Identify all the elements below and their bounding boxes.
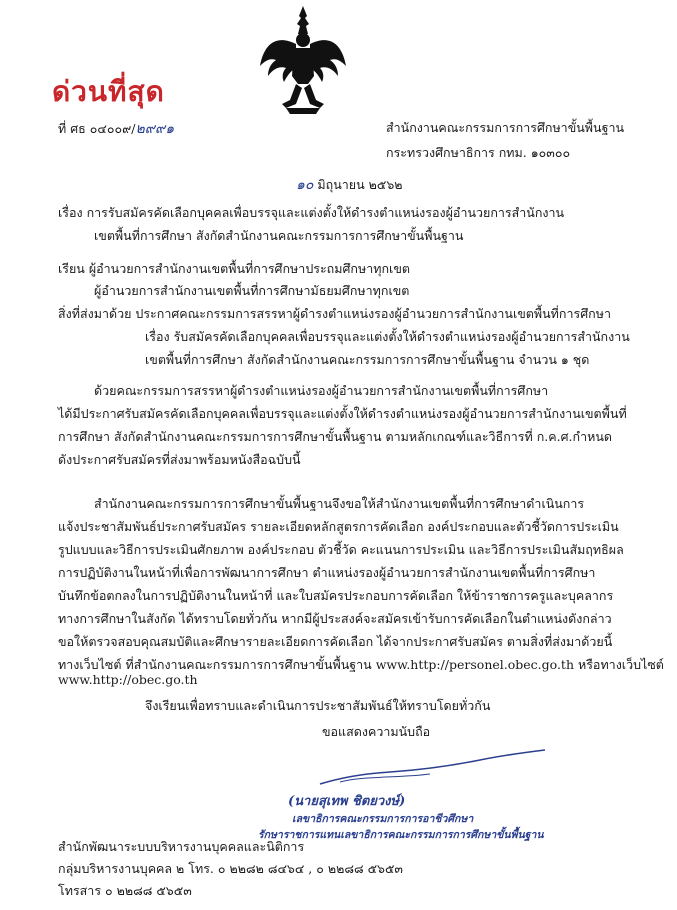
- document-number-handwritten: ๒๙๙๑: [135, 121, 175, 137]
- document-date: [296, 174, 403, 196]
- date-day-handwritten: ๑๐: [296, 177, 314, 193]
- enclosure-line-2: เรื่อง รับสมัครคัดเลือกบุคคลเพื่อบรรจุและแต่งตั้งให้ดำรงตำแหน่งรองผู้อำนวยการสำนักงาน: [145, 329, 630, 344]
- agency-name: สำนักงานคณะกรรมการการศึกษาขั้นพื้นฐาน: [386, 120, 625, 135]
- subject-line-1: เรื่อง การรับสมัครคัดเลือกบุคคลเพื่อบรรจุและแต่งตั้งให้ดำรงตำแหน่งรองผู้อำนวยการสำนักงาน: [58, 205, 565, 220]
- date-month-year: มิถุนายน ๒๕๖๒: [317, 177, 403, 192]
- paragraph-2-line: การปฏิบัติงานในหน้าที่เพื่อการพัฒนาการศึกษา ตำแหน่งรองผู้อำนวยการสำนักงานเขตพื้นที่การศึกษา: [58, 565, 596, 580]
- respect-phrase: ขอแสดงความนับถือ: [322, 724, 431, 739]
- paragraph-1-line: การศึกษา สังกัดสำนักงานคณะกรรมการการศึกษาขั้นพื้นฐาน ตามหลักเกณฑ์และวิธีการที่ ก.ค.ศ.กำหนด: [58, 429, 612, 444]
- paragraph-2-line: บันทึกข้อตกลงในการปฏิบัติงานในหน้าที่ และใบสมัครประกอบการคัดเลือก ให้ข้าราชการครูและบุคลากร: [58, 588, 614, 603]
- signatory-title-2: รักษาราชการแทนเลขาธิการคณะกรรมการการศึกษาขั้นพื้นฐาน: [258, 829, 544, 841]
- urgent-label: ด่วนที่สุด: [52, 75, 165, 108]
- paragraph-1-line: ดังประกาศรับสมัครที่ส่งมาพร้อมหนังสือฉบับนี้: [58, 452, 301, 467]
- signatory-title-1: เลขาธิการคณะกรรมการการอาชีวศึกษา: [292, 813, 474, 825]
- paragraph-2-line: www.http://obec.go.th: [58, 672, 198, 687]
- paragraph-2-line: ขอให้ตรวจสอบคุณสมบัติและศึกษารายละเอียดการคัดเลือก ได้จากประกาศรับสมัคร ตามสิ่งที่ส่งมาด้วยนี้: [58, 634, 613, 649]
- paragraph-1-line: ได้มีประกาศรับสมัครคัดเลือกบุคคลเพื่อบรรจุและแต่งตั้งให้ดำรงตำแหน่งรองผู้อำนวยการสำนักงานเขตพื้นที่: [58, 406, 627, 421]
- agency-address: กระทรวงศึกษาธิการ กทม. ๑๐๓๐๐: [386, 145, 571, 160]
- paragraph-1-line: ด้วยคณะกรรมการสรรหาผู้ดำรงตำแหน่งรองผู้อำนวยการสำนักงานเขตพื้นที่การศึกษา: [94, 383, 549, 398]
- signature-scribble-icon: [300, 748, 550, 788]
- paragraph-2-line: แจ้งประชาสัมพันธ์ประกาศรับสมัคร รายละเอียดหลักสูตรการคัดเลือก องค์ประกอบและตัวชี้วัดการประเมิน: [58, 519, 619, 534]
- enclosure-line-3: เขตพื้นที่การศึกษา สังกัดสำนักงานคณะกรรมการการศึกษาขั้นพื้นฐาน จำนวน ๑ ชุด: [145, 352, 590, 367]
- garuda-emblem-icon: [256, 4, 350, 116]
- recipient-line-2: ผู้อำนวยการสำนักงานเขตพื้นที่การศึกษามัธยมศึกษาทุกเขต: [94, 283, 410, 298]
- recipient-line-1: เรียน ผู้อำนวยการสำนักงานเขตพื้นที่การศึกษาประถมศึกษาทุกเขต: [58, 261, 410, 276]
- signatory-name: (นายสุเทพ ชิตยวงษ์): [288, 794, 406, 809]
- enclosure-line-1: สิ่งที่ส่งมาด้วย ประกาศคณะกรรมการสรรหาผู้ดำรงตำแหน่งรองผู้อำนวยการสำนักงานเขตพื้นที่การศึกษา: [58, 306, 611, 321]
- closing-sentence: จึงเรียนเพื่อทราบและดำเนินการประชาสัมพันธ์ให้ทราบโดยทั่วกัน: [145, 698, 491, 713]
- document-number-prefix: ที่ ศธ ๐๔๐๐๙/: [58, 121, 136, 136]
- document-number: [58, 118, 174, 140]
- paragraph-2-line: ทางเว็บไซต์ ที่สำนักงานคณะกรรมการการศึกษาขั้นพื้นฐาน www.http://personel.obec.go.th หรือทางเว็บไซต์: [58, 657, 664, 672]
- footer-fax: โทรสาร ๐ ๒๒๘๘ ๕๖๕๓: [58, 883, 192, 898]
- paragraph-2-line: รูปแบบและวิธีการประเมินศักยภาพ องค์ประกอบ ตัวชี้วัด คะแนนการประเมิน และวิธีการประเมินสัมฤทธิผล: [58, 542, 624, 557]
- footer-group-phone: กลุ่มบริหารงานบุคคล ๒ โทร. ๐ ๒๒๘๒ ๘๔๖๔ , ๐ ๒๒๘๘ ๕๖๕๓: [58, 861, 403, 876]
- paragraph-2-line: ทางการศึกษาในสังกัด ได้ทราบโดยทั่วกัน หากมีผู้ประสงค์จะสมัครเข้ารับการคัดเลือกในตำแหน่งดังกล่าว: [58, 611, 612, 626]
- subject-line-2: เขตพื้นที่การศึกษา สังกัดสำนักงานคณะกรรมการการศึกษาขั้นพื้นฐาน: [94, 228, 464, 243]
- paragraph-2-line: สำนักงานคณะกรรมการการศึกษาขั้นพื้นฐานจึงขอให้สำนักงานเขตพื้นที่การศึกษาดำเนินการ: [94, 496, 585, 511]
- footer-office: สำนักพัฒนาระบบบริหารงานบุคคลและนิติการ: [58, 839, 305, 854]
